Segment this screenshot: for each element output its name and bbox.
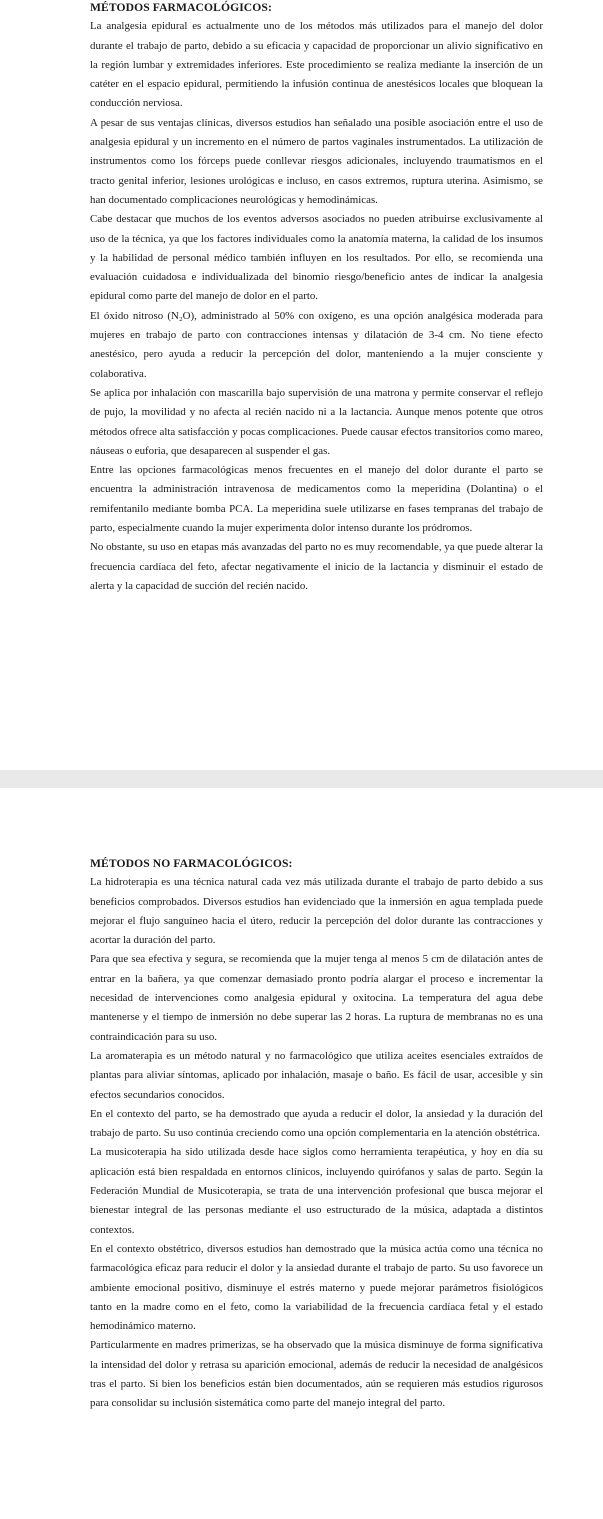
paragraph-nitrous-oxide: El óxido nitroso (N₂O), administrado al 50% con oxígeno, es una opción analgésica moderada para mujeres en trabajo de parto con contracciones intensas y dilatación de 3-4 cm. No tiene efecto anestésico, pero ayuda a reducir la percepción del dolor, manteniendo a la mujer consciente y colaborativa. — [90, 309, 543, 380]
paragraph-epidural-factors: Cabe destacar que muchos de los eventos adversos asociados no pueden atribuirse exclusivamente al uso de la técnica, ya que los factores individuales como la anatomía materna, la calidad de los insumos y la habilidad de personal médico también influyen en los resultados. Por ello, se recomienda una evaluación cuidadosa e individualizada del binomio riesgo/beneficio antes de indicar la analgesia epidural como parte del manejo de dolor en el parto. — [90, 213, 543, 303]
paragraph-music-therapy-primiparous: Particularmente en madres primerizas, se ha observado que la música disminuye de forma significativa la intensidad del dolor y retrasa su aparición emocional, además de reducir la necesidad de analgésicos tras el parto. Si bien los beneficios están bien documentados, aún se requieren más estudios rigurosos para consolidar su inclusión sistemática como parte del manejo integral del parto. — [90, 1339, 543, 1410]
section-heading-farmacologicos: MÉTODOS FARMACOLÓGICOS: — [90, 1, 272, 14]
paragraph-intravenous-options: Entre las opciones farmacológicas menos frecuentes en el manejo del dolor durante el parto se encuentra la administración intravenosa de medicamentos como la meperidina (Dolantina) o el remifentanilo mediante bomba PCA. La meperidina suele utilizarse en fases tempranas del trabajo de parto, especialmente cuando la mujer experimenta dolor intenso durante los pródromos. — [90, 464, 543, 535]
paragraph-aromatherapy-birth: En el contexto del parto, se ha demostrado que ayuda a reducir el dolor, la ansiedad y la duración del trabajo de parto. Su uso continúa creciendo como una opción complementaria en la atención obstétrica. — [90, 1107, 543, 1140]
paragraph-hydrotherapy-conditions: Para que sea efectiva y segura, se recomienda que la mujer tenga al menos 5 cm de dilatación antes de entrar en la bañera, ya que comenzar demasiado pronto podría alargar el proceso e incrementar la necesidad de intervenciones como analgesia epidural y oxitocina. La temperatura del agua debe mantenerse y el tiempo de inmersión no debe superar las 2 horas. La ruptura de membranas no es una contraindicación para su uso. — [90, 953, 543, 1043]
paragraph-aromatherapy-intro: La aromaterapia es un método natural y no farmacológico que utiliza aceites esenciales extraídos de plantas para aliviar síntomas, aplicado por inhalación, masaje o baño. Es fácil de usar, accesible y sin efectos secundarios conocidos. — [90, 1049, 543, 1101]
document-page-2 — [0, 788, 603, 1519]
page-separator — [0, 770, 603, 788]
paragraph-epidural-risks: A pesar de sus ventajas clínicas, diversos estudios han señalado una posible asociación entre el uso de analgesia epidural y un incremento en el número de partos vaginales instrumentados. La utilización de instrumentos como los fórceps puede conllevar riesgos adicionales, incluyendo traumatismos en el tracto genital inferior, lesiones urológicas e incluso, en casos extremos, ruptura uterina. Asimismo, se han documentado complicaciones neurológicas y hemodinámicas. — [90, 116, 543, 206]
page-2-content — [90, 854, 543, 1414]
page-1-content — [90, 0, 543, 596]
paragraph-meperidine-caution: No obstante, su uso en etapas más avanzadas del parto no es muy recomendable, ya que puede alterar la frecuencia cardíaca del feto, afectar negativamente el inicio de la lactancia y disminuir el estado de alerta y la capacidad de succión del recién nacido. — [90, 541, 543, 592]
paragraph-music-therapy-obstetric: En el contexto obstétrico, diversos estudios han demostrado que la música actúa como una técnica no farmacológica eficaz para reducir el dolor y la ansiedad durante el trabajo de parto. Su uso favorece un ambiente emocional positivo, disminuye el estrés materno y puede mejorar parámetros fisiológicos tanto en la madre como en el feto, como la variabilidad de la frecuencia cardíaca fetal y el estado hemodinámico materno. — [90, 1242, 543, 1333]
section-heading-no-farmacologicos: MÉTODOS NO FARMACOLÓGICOS: — [90, 857, 293, 870]
paragraph-nitrous-oxide-application: Se aplica por inhalación con mascarilla bajo supervisión de una matrona y permite conservar el reflejo de pujo, la movilidad y no afecta al recién nacido ni a la lactancia. Aunque menos potente que otros métodos ofrece alta satisfacción y pocas complicaciones. Puede causar efectos transitorios como mareo, náuseas o euforia, que desaparecen al suspender el gas. — [90, 386, 543, 457]
paragraph-hydrotherapy-intro: La hidroterapia es una técnica natural cada vez más utilizada durante el trabajo de parto debido a sus beneficios comprobados. Diversos estudios han evidenciado que la inmersión en agua templada puede mejorar el flujo sanguíneo hacia el útero, reducir la percepción del dolor durante las contracciones y acortar la duración del parto. — [90, 876, 543, 947]
paragraph-music-therapy-intro: La musicoterapia ha sido utilizada desde hace siglos como herramienta terapéutica, y hoy en día su aplicación está bien respaldada en entornos clínicos, incluyendo quirófanos y salas de parto. Según la Federación Mundial de Musicoterapia, se trata de una intervención profesional que busca mejorar el bienestar integral de las personas mediante el uso estructurado de la música, adaptada a distintos contextos. — [90, 1146, 543, 1236]
paragraph-epidural-intro: La analgesia epidural es actualmente uno de los métodos más utilizados para el manejo del dolor durante el trabajo de parto, debido a su eficacia y capacidad de proporcionar un alivio significativo en la región lumbar y extremidades inferiores. Este procedimiento se realiza mediante la inserción de un catéter en el espacio epidural, permitiendo la infusión continua de anestésicos locales que bloquean la conducción nerviosa. — [90, 20, 543, 110]
